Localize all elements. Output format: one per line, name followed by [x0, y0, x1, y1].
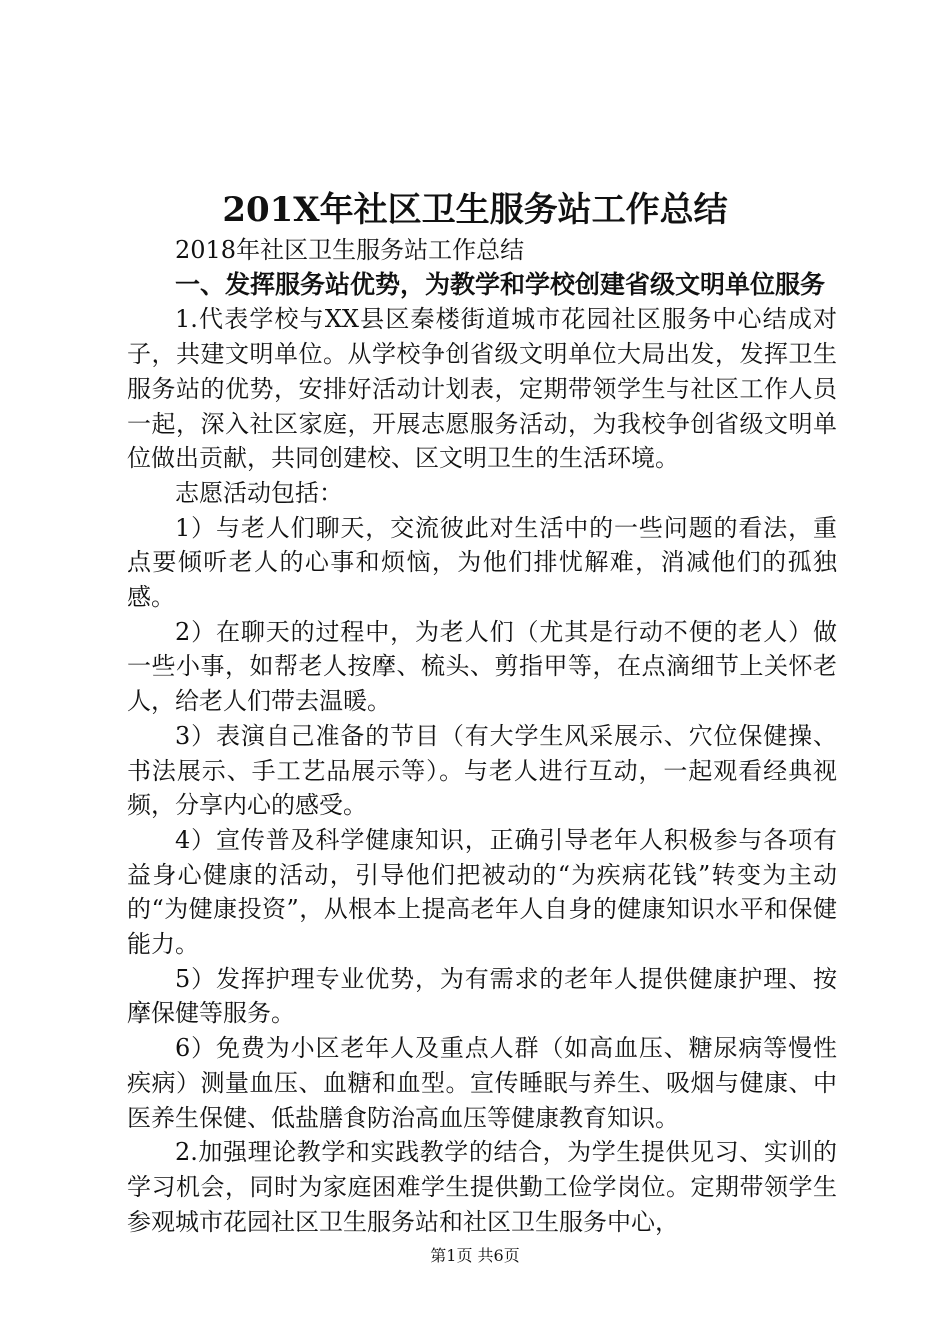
list-item-paragraph: 6）免费为小区老年人及重点人群（如高血压、糖尿病等慢性疾病）测量血压、血糖和血型。宣传睡眠与养生、吸烟与健康、中医养生保健、低盐膳食防治高血压等健康教育知识。	[127, 1034, 837, 1132]
list-item-paragraph: 3）表演自己准备的节目（有大学生风采展示、穴位保健操、书法展示、手工艺品展示等）。与老人进行互动，一起观看经典视频，分享内心的感受。	[127, 721, 837, 820]
list-item-paragraph: 1）与老人们聊天，交流彼此对生活中的一些问题的看法，重点要倾听老人的心事和烦恼，为他们排忧解难，消减他们的孤独感。	[127, 513, 837, 612]
list-item-paragraph: 4）宣传普及科学健康知识，正确引导老年人积极参与各项有益身心健康的活动，引导他们把被动的“为疾病花钱”转变为主动的“为健康投资”，从根本上提高老年人自身的健康知识水平和保健能力。	[127, 825, 837, 959]
section-heading: 一、发挥服务站优势，为教学和学校创建省级文明单位服务	[175, 269, 826, 299]
list-item-paragraph: 2）在聊天的过程中，为老人们（尤其是行动不便的老人）做一些小事，如帮老人按摩、梳头、剪指甲等，在点滴细节上关怀老人，给老人们带去温暖。	[127, 617, 837, 716]
body-paragraph: 志愿活动包括：	[175, 478, 343, 507]
subtitle-paragraph: 2018年社区卫生服务站工作总结	[175, 236, 525, 264]
list-item-paragraph: 5）发挥护理专业优势，为有需求的老年人提供健康护理、按摩保健等服务。	[127, 964, 837, 1028]
document-title: 201X年社区卫生服务站工作总结	[222, 190, 728, 230]
document-body	[127, 233, 837, 1239]
page-footer: 第1页 共6页	[430, 1246, 520, 1265]
body-paragraph: 2.加强理论教学和实践教学的结合，为学生提供见习、实训的学习机会，同时为家庭困难学生提供勤工俭学岗位。定期带领学生参观城市花园社区卫生服务站和社区卫生服务中心，	[127, 1138, 837, 1236]
body-paragraph: 1.代表学校与XX县区秦楼街道城市花园社区服务中心结成对子，共建文明单位。从学校争创省级文明单位大局出发，发挥卫生服务站的优势，安排好活动计划表，定期带领学生与社区工作人员一起，深入社区家庭，开展志愿服务活动，为我校争创省级文明单位做出贡献，共同创建校、区文明卫生的生活环境。	[127, 305, 837, 473]
